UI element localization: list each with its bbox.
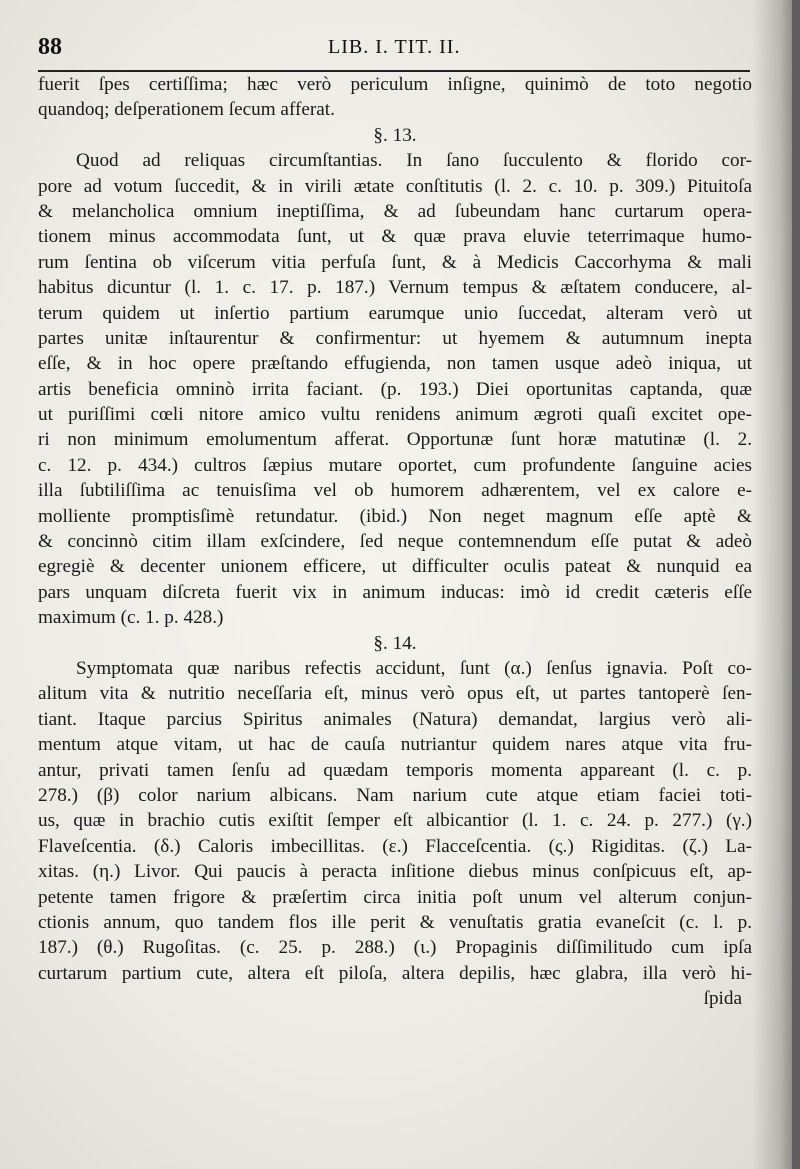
text-line: & concinnò citim illam exſcindere, ſed neque contemnendum eſſe putat & adeò [38,531,752,553]
text-line: 278.) (β) color narium albicans. Nam narium cute atque etiam faciei toti- [38,784,752,806]
section-heading: §. 14. [373,632,417,654]
section-heading: §. 13. [373,124,417,146]
text-line: partes unitæ inſtaurentur & confirmentur: ut hyemem & autumnum inepta [38,327,752,349]
text-line: quandoq; deſperationem ſecum afferat. [38,99,335,121]
catchword: ſpida [703,988,742,1010]
text-line: eſſe, & in hoc opere præſtando effugienda, non tamen usque adeò iniqua, ut [38,353,752,375]
text-line: xitas. (η.) Livor. Qui paucis à peracta inſitione diebus minus conſpicuus eſt, ap- [38,861,752,883]
text-line: fuerit ſpes certiſſima; hæc verò periculum inſigne, quinimò de toto negotio [38,74,752,95]
text-line: & melancholica omnium ineptiſſima, & ad ſubeundam hanc curtarum opera- [38,200,752,222]
text-line: pars unquam diſcreta fuerit vix in animum inducas: imò id credit cæteris eſſe [38,581,752,603]
text-line: rum ſentina ob viſcerum vitia perfuſa ſunt, & à Medicis Caccorhyma & mali [38,251,752,273]
text-line: curtarum partium cute, altera eſt piloſa, altera depilis, hæc glabra, illa verò hi- [38,962,752,984]
text-line: Flaveſcentia. (δ.) Caloris imbecillitas. (ε.) Flacceſcentia. (ς.) Rigiditas. (ζ.) La- [38,835,752,857]
text-line: maximum (c. 1. p. 428.) [38,607,224,629]
page-edge-shadow [752,0,792,1169]
page-header [38,34,750,70]
text-line: tionem minus accommodata ſunt, ut & quæ prava eluvie teterrimaque humo- [38,226,752,248]
text-line: mentum atque vitam, ut hac de cauſa nutriantur quidem nares atque vita fru- [38,734,752,756]
text-line: habitus dicuntur (l. 1. c. 17. p. 187.) Vernum tempus & æſtatem conducere, al- [38,277,752,299]
body-text [38,72,752,1011]
text-line: ut puriſſimi cœli nitore amico vultu renidens animum ægroti quaſi excitet ope- [38,404,752,426]
text-line: alitum vita & nutritio neceſſaria eſt, minus verò opus eſt, ut partes tantoperè ſen- [38,683,752,705]
text-line: ri non minimum emolumentum afferat. Opportunæ ſunt horæ matutinæ (l. 2. [38,429,752,451]
text-line: tiant. Itaque parcius Spiritus animales (Natura) demandat, largius verò ali- [38,708,752,730]
text-line: petente tamen frigore & præſertim circa initia poſt unum vel alterum conjun- [38,886,752,908]
text-line: 187.) (θ.) Rugoſitas. (c. 25. p. 288.) (ι.) Propaginis diſſimilitudo cum ipſa [38,937,752,959]
text-line: illa ſubtiliſſima ac tenuisſima vel ob humorem adhærentem, vel ex calore e- [38,480,752,502]
text-line: artis beneficia omninò irrita faciant. (p. 193.) Diei oportunitas captanda, quæ [38,378,752,400]
text-line: ctionis annum, quo tandem flos ille perit & venuſtatis gratia evaneſcit (c. l. p. [38,911,752,933]
text-line: c. 12. p. 434.) cultros ſæpius mutare oportet, cum profundente ſanguine acies [38,454,752,476]
text-line: Quod ad reliquas circumſtantias. In ſano ſucculento & florido cor- [76,150,752,172]
text-line: pore ad votum ſuccedit, & in virili ætate conſtitutis (l. 2. c. 10. p. 309.) Pituitoſa [38,175,752,197]
running-head: LIB. I. TIT. II. [328,36,461,58]
text-line: molliente promptisſimè retundatur. (ibid.) Non neget magnum eſſe aptè & [38,505,752,527]
text-line: terum quidem ut inſertio partium earumque unio ſuccedat, alteram verò ut [38,302,752,324]
text-line: egregiè & decenter unionem efficere, ut difficulter oculis pateat & nunquid ea [38,556,752,578]
page-number: 88 [38,34,62,60]
text-line: Symptomata quæ naribus refectis accidunt, ſunt (α.) ſenſus ignavia. Poſt co- [76,657,752,679]
text-line: us, quæ in brachio cutis exiſtit ſemper eſt albicantior (l. 1. c. 24. p. 277.) (γ.) [38,810,752,832]
text-line: antur, privati tamen ſenſu ad quædam temporis momenta appareant (l. c. p. [38,759,752,781]
